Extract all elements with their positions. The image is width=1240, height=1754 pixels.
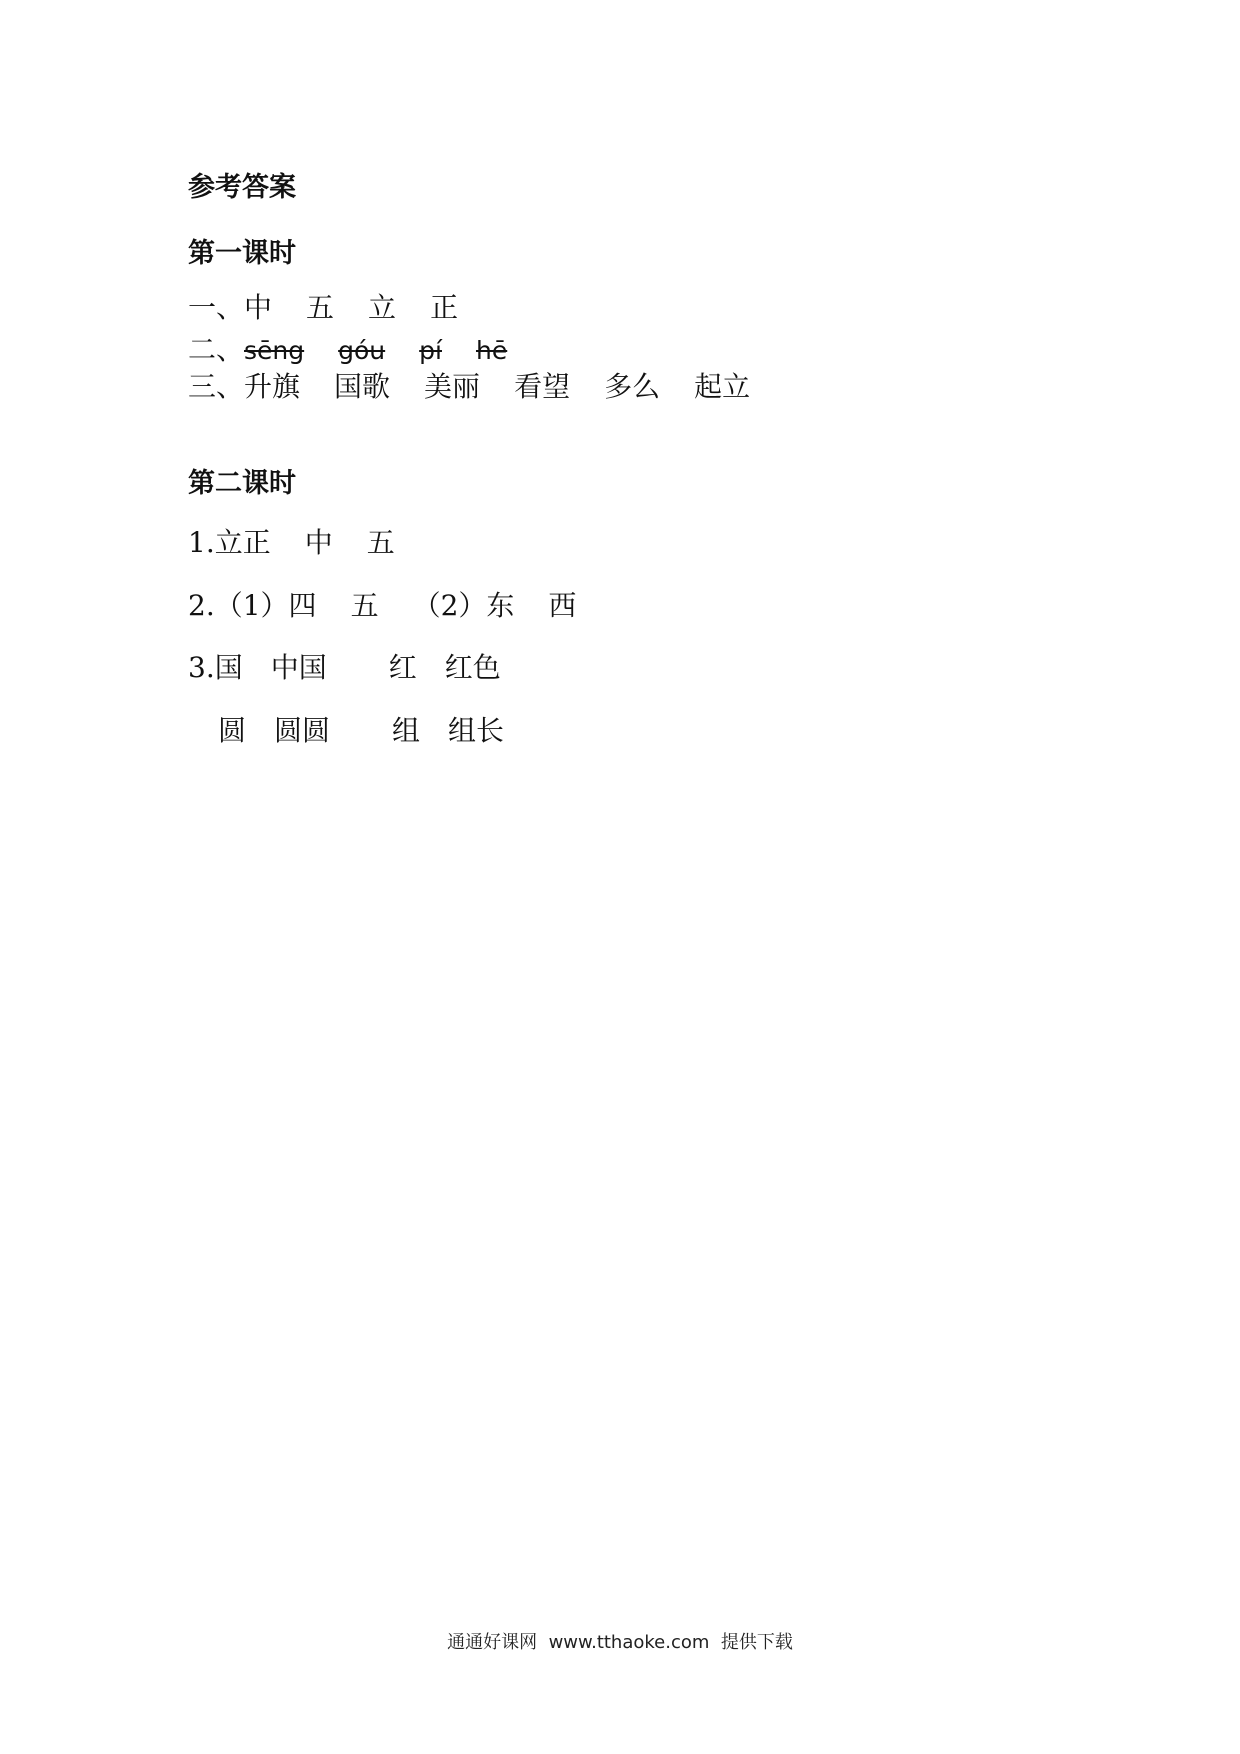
answer-char: 五 (350, 589, 379, 622)
answer-word: 立正 (214, 526, 271, 559)
answer-word: 国歌 (334, 370, 391, 403)
pinyin-struck: góu (338, 336, 386, 365)
answer-word: 中国 (270, 651, 327, 684)
lesson1-q1 (188, 291, 458, 325)
lesson2-heading: 第二课时 (188, 468, 296, 499)
lesson2-q3-row1 (188, 651, 501, 685)
q-prefix: 一、 (188, 291, 245, 324)
answer-char: 立 (368, 291, 397, 324)
answer-word: 多么 (604, 370, 661, 403)
answer-word: 看望 (514, 370, 571, 403)
answer-word: 升旗 (244, 370, 301, 403)
answer-char: 正 (430, 291, 459, 324)
answer-char: 国 (214, 651, 243, 684)
pinyin-struck: hē (475, 336, 508, 365)
lesson2-q2 (188, 589, 576, 623)
answer-char: 中 (244, 291, 273, 324)
part-label: （1） (214, 589, 289, 622)
answer-char: 四 (288, 589, 317, 622)
answer-char: 组 (392, 714, 421, 747)
answer-char: 中 (304, 526, 333, 559)
answer-word: 美丽 (424, 370, 481, 403)
q-prefix: 三、 (188, 370, 245, 403)
answer-char: 西 (548, 589, 577, 622)
answer-word: 组长 (448, 714, 505, 747)
part-label: （2） (412, 589, 487, 622)
pinyin-struck: sēng (244, 336, 305, 365)
footer-url: www.tthaoke.com (548, 1632, 710, 1653)
q-prefix: 1. (188, 526, 215, 559)
lesson2-q3-row2 (218, 714, 504, 748)
lesson1-q3 (188, 370, 750, 404)
lesson1-heading: 第一课时 (188, 238, 296, 269)
lesson1-q2 (188, 333, 507, 368)
answer-word: 圆圆 (274, 714, 331, 747)
answer-char: 五 (306, 291, 335, 324)
q-prefix: 3. (188, 651, 215, 684)
lesson2-q1 (188, 526, 395, 560)
answer-word: 起立 (694, 370, 751, 403)
q-prefix: 2. (188, 589, 215, 622)
pinyin-struck: pí (419, 336, 442, 365)
q-prefix: 二、 (188, 333, 245, 366)
answer-char: 东 (486, 589, 515, 622)
footer-site-name: 通通好课网 (447, 1632, 538, 1653)
answer-char: 五 (366, 526, 395, 559)
answer-char: 红 (388, 651, 417, 684)
page-title: 参考答案 (188, 172, 296, 203)
answer-char: 圆 (218, 714, 247, 747)
answer-word: 红色 (444, 651, 501, 684)
footer-suffix: 提供下载 (720, 1632, 793, 1653)
footer (0, 1632, 1240, 1654)
